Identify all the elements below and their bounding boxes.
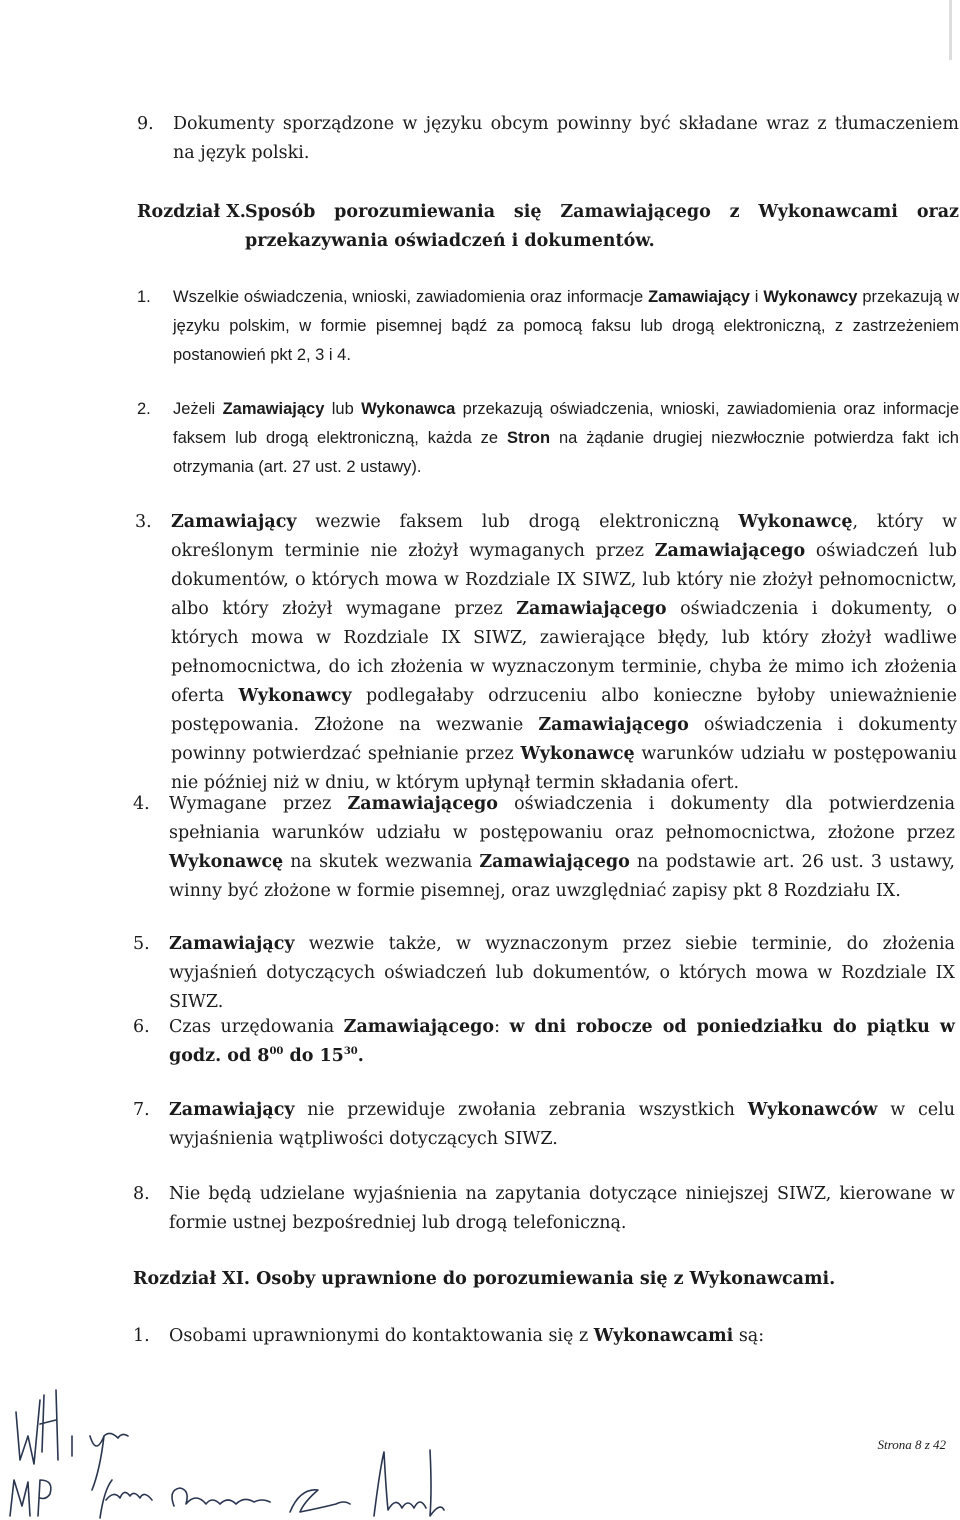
item-text: Wszelkie oświadczenia, wnioski, zawiadomienia oraz informacje Zamawiający i Wykonawcy przekazują w języku polskim, w formie pisemnej bądź za pomocą faksu lub drogą elektroniczną, z zastrzeżeniem postanowień pkt 2, 3 i 4. bbox=[173, 288, 959, 364]
item-number: 7. bbox=[133, 1100, 150, 1120]
chapter-title: Sposób porozumiewania się Zamawiającego z Wykonawcami oraz przekazywania oświadczeń i dokumentów. bbox=[245, 202, 959, 251]
item-number: 3. bbox=[135, 512, 152, 532]
chapter-label: Rozdział X. bbox=[137, 202, 246, 222]
handwritten-signatures bbox=[0, 1340, 520, 1520]
signature-mark bbox=[290, 1490, 350, 1512]
signature-mark bbox=[374, 1450, 444, 1516]
initials-mark bbox=[16, 1400, 40, 1464]
item-number: 4. bbox=[133, 794, 150, 814]
scan-edge-mark bbox=[949, 0, 952, 60]
item-number: 8. bbox=[133, 1184, 150, 1204]
initials-mark bbox=[10, 1480, 30, 1516]
item-number: 1. bbox=[137, 288, 151, 306]
initials-mark bbox=[38, 1480, 51, 1516]
signature-mark bbox=[172, 1488, 270, 1506]
chapter-label: Rozdział XI. bbox=[133, 1269, 250, 1289]
item-text: Dokumenty sporządzone w języku obcym powinny być składane wraz z tłumaczeniem na język polski. bbox=[173, 114, 959, 163]
item-text: Nie będą udzielane wyjaśnienia na zapytania dotyczące niniejszej SIWZ, kierowane w formie ustnej bezpośredniej lub drogą telefoniczną. bbox=[169, 1184, 955, 1233]
item-text: Osobami uprawnionymi do kontaktowania się z Wykonawcami są: bbox=[169, 1326, 765, 1346]
item-text: Wymagane przez Zamawiającego oświadczenia i dokumenty dla potwierdzenia spełniania warunków udziału w postępowaniu oraz pełnomocnictwa, złożone przez Wykonawcę na skutek wezwania Zamawiającego na podstawie art. 26 ust. 3 ustawy, winny być złożone w formie pisemnej, oraz uwzględniać zapisy pkt 8 Rozdziału IX. bbox=[169, 794, 955, 901]
chapter-xi-heading bbox=[133, 1265, 955, 1294]
item-text: Zamawiający wezwie faksem lub drogą elektroniczną Wykonawcę, który w określonym terminie nie złożył wymaganych przez Zamawiającego oświadczeń lub dokumentów, o których mowa w Rozdziale IX SIWZ, lub który nie złożył pełnomocnictw, albo który złożył wymagane przez Zamawiającego oświadczenia i dokumenty, o których mowa w Rozdziale IX SIWZ, zawierające błędy, lub który złożył wadliwe pełnomocnictwa, do ich złożenia w wyznaczonym terminie, chyba że mimo ich złożenia oferta Wykonawcy podlegałaby odrzuceniu albo konieczne byłoby unieważnienie postępowania. Złożone na wezwanie Zamawiającego oświadczenia i dokumenty powinny potwierdzać spełnianie przez Wykonawcę warunków udziału w postępowaniu nie później niż w dniu, w którym upłynął termin składania ofert. bbox=[171, 512, 958, 793]
page-number: Strona 8 z 42 bbox=[877, 1437, 946, 1452]
item-number: 2. bbox=[137, 400, 151, 418]
signature-mark bbox=[90, 1433, 128, 1490]
item-number: 6. bbox=[133, 1017, 150, 1037]
chapter-title: Osoby uprawnione do porozumiewania się z Wykonawcami. bbox=[256, 1269, 836, 1289]
item-text: Czas urzędowania Zamawiającego: w dni robocze od poniedziałku do piątku w godz. od $8^{00}$ do $15^{30}$. bbox=[169, 1017, 955, 1066]
item-text: Zamawiający nie przewiduje zwołania zebrania wszystkich Wykonawców w celu wyjaśnienia wątpliwości dotyczących SIWZ. bbox=[169, 1100, 956, 1149]
item-number: 5. bbox=[133, 934, 150, 954]
initials-mark bbox=[40, 1390, 58, 1460]
item-text: Zamawiający wezwie także, w wyznaczonym przez siebie terminie, do złożenia wyjaśnień dotyczących oświadczeń lub dokumentów, o których mowa w Rozdziale IX SIWZ. bbox=[169, 934, 955, 1012]
item-number: 9. bbox=[137, 114, 154, 134]
item-number: 1. bbox=[133, 1326, 150, 1346]
item-text: Jeżeli Zamawiający lub Wykonawca przekazują oświadczenia, wnioski, zawiadomienia oraz informacje faksem lub drogą elektroniczną, każda ze Stron na żądanie drugiej niezwłocznie potwierdza fakt ich otrzymania (art. 27 ust. 2 ustawy). bbox=[173, 400, 959, 476]
signature-mark bbox=[100, 1480, 152, 1518]
